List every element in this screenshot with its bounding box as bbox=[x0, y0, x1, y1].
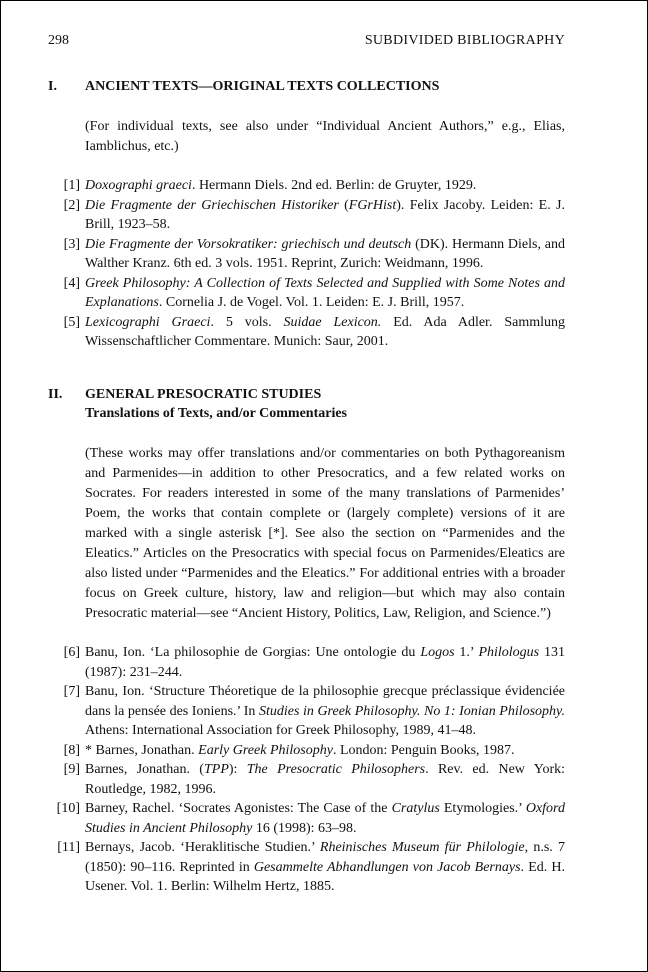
entry-text-run: . Hermann Diels. 2nd ed. Berlin: de Gruyter, 1929. bbox=[191, 178, 477, 193]
entry-title-italic: Cratylus bbox=[391, 801, 440, 816]
entry-title-italic: Doxographi graeci bbox=[85, 178, 192, 193]
entry-title-italic: Greek Philosophy: A Collection of Texts Selected and Supplied with Some Notes and Explanations bbox=[85, 275, 565, 310]
bibliography-entry bbox=[48, 643, 565, 682]
entry-title-italic: Early Greek Philosophy bbox=[198, 742, 333, 758]
entry-text-run: Athens: International Association for Greek Philosophy, 1989, 41–48. bbox=[85, 723, 477, 738]
entry-text bbox=[85, 276, 565, 311]
entry-title-italic: Rheinisches Museum für Philologie bbox=[319, 840, 525, 855]
bibliography-entry bbox=[48, 274, 565, 313]
bibliography-entry bbox=[48, 196, 565, 235]
entry-text-run: Barney, Rachel. ‘Socrates Agonistes: The Case of the bbox=[85, 801, 392, 816]
entry-text bbox=[85, 315, 565, 350]
section-title: GENERAL PRESOCRATIC STUDIES bbox=[85, 387, 322, 402]
entry-title-italic: TPP bbox=[203, 762, 229, 777]
entry-text-run: . Cornelia J. de Vogel. Vol. 1. Leiden: E. J. Brill, 1957. bbox=[158, 295, 465, 310]
entry-number: [7] bbox=[63, 684, 80, 699]
entry-text bbox=[85, 684, 565, 738]
entry-number: [4] bbox=[63, 275, 80, 291]
entry-text bbox=[85, 237, 565, 272]
bibliography-entry bbox=[48, 176, 565, 196]
entry-title-italic: Lexicographi Graeci bbox=[85, 314, 211, 330]
entry-title-italic: Die Fragmente der Vorsokratiker: griechisch und deutsch bbox=[85, 236, 412, 252]
section-note: (For individual texts, see also under “Individual Ancient Authors,” e.g., Elias, Iamblichus, etc.) bbox=[85, 119, 565, 154]
entry-text-run: Etymologies.’ bbox=[439, 801, 526, 816]
entry-text-run: Banu, Ion. ‘Structure Théoretique de la philosophie grecque préclassique évidenciée dans la pensée des Ioniens.’ In bbox=[85, 684, 565, 719]
entry-text bbox=[85, 198, 565, 233]
entry-text-run: 131 (1987): 231–244. bbox=[85, 645, 566, 680]
entry-title-italic: Oxford Studies in Ancient Philosophy bbox=[85, 801, 565, 836]
bibliography-list bbox=[48, 643, 565, 897]
entry-number: [3] bbox=[63, 236, 80, 252]
entry-text bbox=[85, 801, 565, 836]
entry-number: [11] bbox=[57, 840, 80, 855]
section-heading bbox=[48, 385, 565, 423]
bibliography-entry bbox=[48, 741, 565, 761]
bibliography-entry bbox=[48, 838, 565, 897]
section-title: ANCIENT TEXTS—ORIGINAL TEXTS COLLECTIONS bbox=[85, 79, 440, 94]
section-number: II. bbox=[48, 387, 63, 402]
entry-title-italic: Suidae Lexicon. bbox=[283, 314, 382, 330]
entry-title-italic: FGrHist bbox=[348, 197, 397, 213]
entry-title-italic: Studies in Greek Philosophy. No 1: Ionian Philosophy. bbox=[258, 703, 565, 719]
entry-text-run: 1.’ bbox=[454, 645, 479, 660]
section-number: I. bbox=[48, 79, 57, 94]
entry-text-run: (DK). Hermann Diels, and Walther Kranz. 6th ed. 3 vols. 1951. Reprint, Zurich: Weidmann, 1996. bbox=[85, 236, 565, 271]
entry-text-run: . Ed. H. Usener. Vol. 1. Berlin: Wilhelm Hertz, 1885. bbox=[85, 859, 565, 894]
section-subtitle: Translations of Texts, and/or Commentaries bbox=[85, 406, 347, 421]
entry-title-italic: Logos bbox=[420, 645, 455, 660]
entry-number: [2] bbox=[63, 197, 80, 213]
entry-title-italic: Die Fragmente der Griechischen Historiker bbox=[85, 197, 339, 213]
bibliography-list bbox=[48, 176, 565, 352]
running-title: SUBDIVIDED BIBLIOGRAPHY bbox=[364, 33, 565, 48]
entry-title-italic: The Presocratic Philosophers bbox=[246, 762, 426, 777]
entry-text bbox=[85, 840, 565, 894]
entry-text bbox=[85, 645, 565, 680]
bibliography-entry bbox=[48, 760, 565, 799]
entry-text-run: Ed. Ada Adler. Sammlung Wissenschaftlicher Commentare. Munich: Saur, 2001. bbox=[85, 314, 566, 349]
running-head bbox=[48, 31, 565, 51]
entry-title-italic: Philologus bbox=[478, 645, 540, 660]
entry-title-italic: Gesammelte Abhandlungen von Jacob Bernays bbox=[253, 859, 521, 875]
entry-text bbox=[85, 762, 565, 797]
section-heading bbox=[48, 77, 565, 96]
entry-number: [5] bbox=[63, 314, 80, 330]
bibliography-entry bbox=[48, 313, 565, 352]
entry-text bbox=[85, 178, 476, 193]
section-ancient-texts bbox=[48, 77, 565, 352]
entry-text-run: . London: Penguin Books, 1987. bbox=[332, 742, 515, 758]
bibliography-entry bbox=[48, 682, 565, 741]
entry-text-run: . Rev. ed. New York: Routledge, 1982, 1996. bbox=[85, 762, 565, 797]
bibliography-entry bbox=[48, 799, 565, 838]
entry-text-run: ). Felix Jacoby. Leiden: E. J. Brill, 1923–58. bbox=[85, 197, 565, 232]
entry-text-run: ): bbox=[228, 762, 247, 777]
entry-text-run: . 5 vols. bbox=[210, 314, 284, 330]
entry-text-run: Barnes, Jonathan. ( bbox=[85, 762, 204, 777]
bibliography-entry bbox=[48, 235, 565, 274]
entry-text-run: ( bbox=[338, 197, 349, 213]
entry-text-run: * Barnes, Jonathan. bbox=[85, 742, 199, 758]
entry-text bbox=[85, 743, 515, 758]
entry-number: [9] bbox=[63, 762, 80, 777]
entry-text-run: 16 (1998): 63–98. bbox=[252, 820, 357, 836]
section-presocratic-studies bbox=[48, 385, 565, 897]
entry-text-run: Bernays, Jacob. ‘Heraklitische Studien.’ bbox=[85, 840, 320, 855]
entry-text-run: , n.s. 7 (1850): 90–116. Reprinted in bbox=[85, 840, 566, 875]
page-number: 298 bbox=[48, 33, 69, 48]
section-note: (These works may offer translations and/or commentaries on both Pythagoreanism and Parmenides—in addition to other Presocratics, and a few related works on Socrates. For readers interested in some of the many translations of Parmenides’ Poem, the works that contain complete or (largely complete) versions of it are marked with a single asterisk [*]. See also the section on “Parmenides and the Eleatics.” Articles on the Presocratics with special focus on Parmenides/Eleatics are also listed under “Parmenides and the Eleatics.” For additional entries with a broader focus on Greek culture, history, law and religion—but which may also contain Presocratic material—see “Ancient History, Politics, Law, Religion, and Science.”) bbox=[85, 446, 565, 621]
entry-number: [8] bbox=[63, 742, 80, 758]
entry-number: [1] bbox=[63, 178, 80, 193]
entry-number: [10] bbox=[56, 801, 80, 816]
entry-text-run: Banu, Ion. ‘La philosophie de Gorgias: Une ontologie du bbox=[85, 645, 421, 660]
entry-number: [6] bbox=[63, 645, 80, 660]
